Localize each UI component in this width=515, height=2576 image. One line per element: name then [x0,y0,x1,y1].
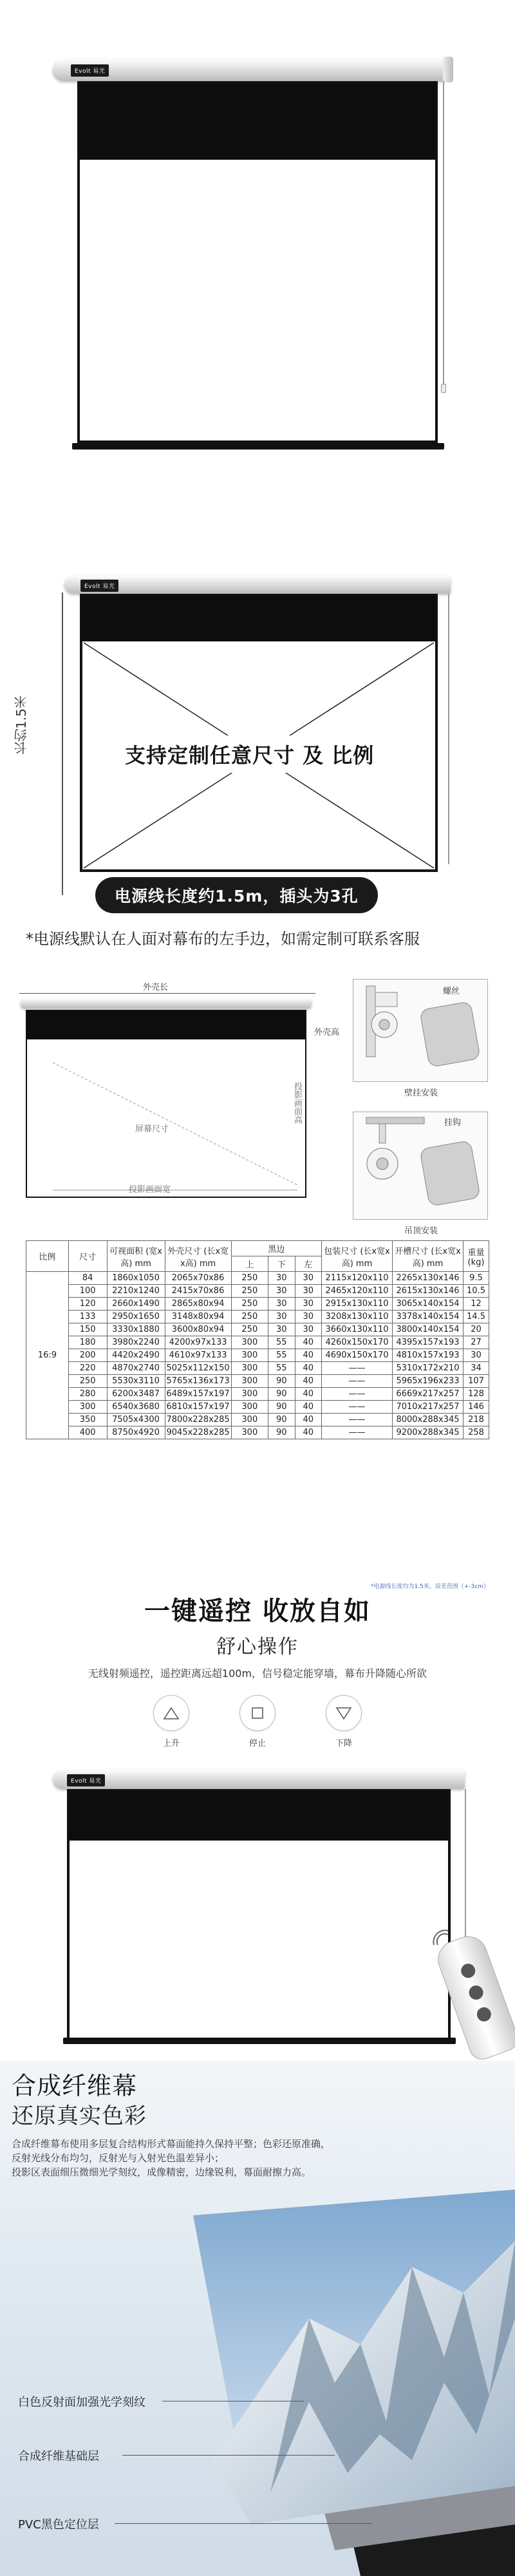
table-cell: 40 [295,1349,322,1362]
up-control[interactable] [152,1695,191,1748]
table-cell: 55 [268,1336,295,1349]
table-cell: 14.5 [464,1311,489,1323]
table-cell: 300 [231,1401,268,1414]
table-cell: 3378x140x154 [393,1311,464,1323]
table-cell: 40 [295,1426,322,1439]
table-cell: 90 [268,1426,295,1439]
table-row [26,1375,489,1388]
table-cell: 30 [268,1311,295,1323]
table-cell: 3800x140x154 [393,1323,464,1336]
fiber-desc-line-3: 投影区表面细压微细光学刻纹，成像精密，边缘锐利，幕面耐擦力高。 [12,2166,312,2178]
remote-stop-button [467,1984,485,2002]
power-cable-note: *电源线默认在人面对幕布的左手边，如需定制可联系客服 [26,930,420,948]
outer-height-label: 外壳高 [314,1028,340,1037]
table-cell: 7800x228x285 [165,1414,231,1426]
projection-width-label: 投影画面宽 [129,1185,171,1195]
table-cell: 133 [68,1311,107,1323]
table-cell: 55 [268,1362,295,1375]
table-cell: 30 [464,1349,489,1362]
table-cell: 300 [231,1375,268,1388]
table-cell: 107 [464,1375,489,1388]
table-cell: 2865x80x94 [165,1298,231,1311]
power-plug [441,384,446,393]
th-package: 包装尺寸 (长x宽x高) mm [322,1241,393,1272]
table-cell: 250 [231,1272,268,1285]
table-cell: 7505x4300 [107,1414,165,1426]
stop-square-icon[interactable] [239,1695,276,1731]
table-cell: 128 [464,1388,489,1401]
fiber-subtitle: 还原真实色彩 [12,2103,147,2129]
table-cell: 300 [68,1401,107,1414]
table-cell: 34 [464,1362,489,1375]
table-cell: 250 [231,1311,268,1323]
th-bottom: 下 [268,1256,295,1272]
table-cell: 5025x112x150 [165,1362,231,1375]
table-row [26,1272,489,1285]
table-cell: 180 [68,1336,107,1349]
diagram-screen [26,1010,306,1198]
table-row [26,1285,489,1298]
table-cell: —— [322,1362,393,1375]
table-cell: 40 [295,1375,322,1388]
table-cell: 220 [68,1362,107,1375]
table-cell: 4690x150x170 [322,1349,393,1362]
th-top: 上 [231,1256,268,1272]
table-cell: 55 [268,1349,295,1362]
table-cell: 5765x136x173 [165,1375,231,1388]
table-cell: 90 [268,1401,295,1414]
housing-endcap [443,57,453,82]
table-cell: 8000x288x345 [393,1414,464,1426]
table-cell: 40 [295,1388,322,1401]
table-cell: 40 [295,1362,322,1375]
table-cell: 6810x157x197 [165,1401,231,1414]
custom-size-text: 支持定制任意尺寸 及 比例 [116,735,383,773]
screen-black-top [80,84,435,160]
table-cell: 250 [231,1285,268,1298]
table-cell: 5530x3110 [107,1375,165,1388]
table-cell: 30 [295,1272,322,1285]
outer-length-label: 外壳长 [143,983,169,992]
diagram-housing [21,998,312,1009]
table-cell: 4870x2740 [107,1362,165,1375]
table-cell: 4810x157x193 [393,1349,464,1362]
table-cell: 300 [231,1336,268,1349]
table-cell: 100 [68,1285,107,1298]
table-cell: 280 [68,1388,107,1401]
fiber-desc-line-1: 合成纤维幕布使用多层复合结构形式幕面能持久保持平整；色彩还原准确， [12,2138,331,2150]
remote-screen-bottom [63,2038,456,2044]
stop-label: 停止 [248,1739,266,1748]
table-cell: 120 [68,1298,107,1311]
remote-screen [67,1789,451,2040]
table-row [26,1401,489,1414]
table-note: *电源线长度均为1.5米，误差范围（+-3cm） [370,1584,489,1590]
table-cell: 218 [464,1414,489,1426]
layer-label-fiber: 合成纤维基础层 [18,2450,99,2463]
screw-label: 螺丝 [443,987,460,996]
up-arrow-icon[interactable] [153,1695,189,1731]
screen-size-label: 屏幕尺寸 [135,1124,169,1134]
th-weight: 重量 (kg) [464,1241,489,1272]
table-cell: 3600x80x94 [165,1323,231,1336]
table-cell: 90 [268,1388,295,1401]
table-cell: 4395x157x193 [393,1336,464,1349]
table-cell: —— [322,1388,393,1401]
remote-screen-top [70,1792,448,1841]
table-cell: 40 [295,1336,322,1349]
table-cell: 3208x130x110 [322,1311,393,1323]
table-cell: 30 [268,1298,295,1311]
table-row [26,1426,489,1439]
table-cell: 9045x228x285 [165,1426,231,1439]
table-cell: 3660x130x110 [322,1323,393,1336]
table-cell: 2950x1650 [107,1311,165,1323]
table-row [26,1311,489,1323]
table-cell: 2065x70x86 [165,1272,231,1285]
custom-screen [80,594,438,872]
table-cell: 4200x97x133 [165,1336,231,1349]
table-cell: 4610x97x133 [165,1349,231,1362]
power-cable [443,81,444,384]
wall-mount-label: 壁挂安装 [404,1088,438,1098]
stop-control[interactable] [238,1695,277,1748]
th-size: 尺寸 [68,1241,107,1272]
down-arrow-icon[interactable] [326,1695,362,1731]
table-cell: 6669x217x257 [393,1388,464,1401]
screen-housing-2 [64,576,451,594]
table-cell: 150 [68,1323,107,1336]
th-housing: 外壳尺寸 (长x宽x高) mm [165,1241,231,1272]
down-label: 下降 [335,1739,352,1748]
fiber-desc [12,2137,330,2179]
hook-label: 挂钩 [444,1118,462,1128]
table-cell: 30 [295,1285,322,1298]
table-cell: 5310x172x210 [393,1362,464,1375]
table-cell: 20 [464,1323,489,1336]
remote-up-button [459,1962,477,1980]
ceiling-mount-label: 吊顶安装 [404,1226,438,1236]
remote-section [0,1591,515,2061]
table-cell: —— [322,1401,393,1414]
remote-screen-housing [53,1770,465,1789]
power-cable-pill: 电源线长度约1.5m，插头为3孔 [95,877,378,913]
table-cell: 8750x4920 [107,1426,165,1439]
table-cell: 5965x196x233 [393,1375,464,1388]
th-left: 左 [295,1256,322,1272]
ratio-cell: 16:9 [26,1272,69,1439]
length-dimension-line [62,592,63,895]
table-cell: 300 [231,1414,268,1426]
table-cell: 250 [231,1298,268,1311]
wall-mount-drawing [353,980,487,1081]
fiber-section [0,2061,515,2576]
table-cell: 4420x2490 [107,1349,165,1362]
table-cell: 258 [464,1426,489,1439]
table-row [26,1336,489,1349]
table-cell: 2265x130x146 [393,1272,464,1285]
table-cell: 6200x3487 [107,1388,165,1401]
table-row [26,1414,489,1426]
table-cell: 6540x3680 [107,1401,165,1414]
table-row [26,1298,489,1311]
length-dimension-label: 长约1.5米 [14,696,29,755]
table-cell: 300 [231,1426,268,1439]
table-cell: 146 [464,1401,489,1414]
table-cell: 40 [295,1414,322,1426]
table-cell: 30 [295,1323,322,1336]
projection-height-label: 投影画面高 [292,1082,302,1124]
diagram-diagonal [27,1011,305,1197]
th-slot: 开槽尺寸 (长x宽x高) mm [393,1241,464,1272]
spec-table-body [26,1272,489,1439]
table-cell: 84 [68,1272,107,1285]
table-cell: 30 [295,1298,322,1311]
table-cell: 250 [68,1375,107,1388]
table-cell: 300 [231,1349,268,1362]
table-cell: 10.5 [464,1285,489,1298]
th-visible-area: 可视面积 (宽x高) mm [107,1241,165,1272]
table-row [26,1323,489,1336]
spec-section [0,979,515,1597]
remote-subtitle: 舒心操作 [216,1636,299,1658]
table-cell: 30 [268,1272,295,1285]
screen-cross-lines [82,596,435,869]
table-cell: 200 [68,1349,107,1362]
table-row [26,1362,489,1375]
table-cell: 90 [268,1375,295,1388]
layer-line-pvc [115,2523,372,2524]
table-cell: 12 [464,1298,489,1311]
screen-bottom-bar [72,443,444,450]
wall-mount-diagram [353,979,488,1082]
table-cell: 2465x120x110 [322,1285,393,1298]
ceiling-mount-drawing [353,1112,487,1219]
table-cell: 90 [268,1414,295,1426]
table-cell: 4260x150x170 [322,1336,393,1349]
projection-screen [77,81,438,443]
table-cell: 27 [464,1336,489,1349]
screen-housing [53,59,445,81]
table-row [26,1388,489,1401]
table-cell: —— [322,1426,393,1439]
hero-section [0,0,515,489]
power-cable-2 [448,594,449,864]
remote-desc: 无线射频遥控，遥控距离远超100m，信号稳定能穿墙，幕布升降随心所欲 [88,1667,427,1680]
brand-badge-3: Evolt 易光 [67,1774,105,1786]
table-cell: 300 [231,1388,268,1401]
table-cell: 30 [268,1323,295,1336]
brand-badge: Evolt 易光 [71,64,109,77]
table-row [26,1349,489,1362]
ceiling-mount-diagram [353,1112,488,1220]
table-cell: 250 [231,1323,268,1336]
table-cell: 2210x1240 [107,1285,165,1298]
table-cell: 1860x1050 [107,1272,165,1285]
table-cell: 400 [68,1426,107,1439]
table-cell: 7010x217x257 [393,1401,464,1414]
table-cell: 9.5 [464,1272,489,1285]
spec-table [26,1240,489,1439]
table-cell: 3065x140x154 [393,1298,464,1311]
layer-label-pvc: PVC黑色定位层 [18,2518,99,2532]
table-cell: 40 [295,1401,322,1414]
layer-label-white: 白色反射面加强光学刻纹 [18,2396,145,2409]
th-ratio: 比例 [26,1241,69,1272]
remote-title: 一键遥控 收放自如 [144,1596,371,1626]
fiber-title: 合成纤维幕 [12,2072,138,2100]
table-cell: 30 [295,1311,322,1323]
table-cell: —— [322,1414,393,1426]
table-cell: —— [322,1375,393,1388]
fiber-desc-line-2: 反射光线分布均匀，反射光与入射光色温差异小； [12,2152,225,2164]
table-cell: 9200x288x345 [393,1426,464,1439]
table-cell: 2915x130x110 [322,1298,393,1311]
table-cell: 2615x130x146 [393,1285,464,1298]
table-cell: 3980x2240 [107,1336,165,1349]
table-cell: 300 [231,1362,268,1375]
outer-length-line [19,993,315,994]
table-cell: 30 [268,1285,295,1298]
th-black-border: 黑边 [231,1241,321,1256]
table-cell: 2115x120x110 [322,1272,393,1285]
brand-badge-2: Evolt 易光 [80,580,118,592]
up-label: 上升 [162,1739,180,1748]
table-cell: 3148x80x94 [165,1311,231,1323]
remote-down-button [475,2005,493,2023]
table-cell: 6489x157x197 [165,1388,231,1401]
custom-size-section [0,567,515,953]
table-cell: 2415x70x86 [165,1285,231,1298]
layer-line-fiber [122,2455,335,2456]
table-cell: 350 [68,1414,107,1426]
table-cell: 2660x1490 [107,1298,165,1311]
table-cell: 3330x1880 [107,1323,165,1336]
down-control[interactable] [324,1695,363,1748]
